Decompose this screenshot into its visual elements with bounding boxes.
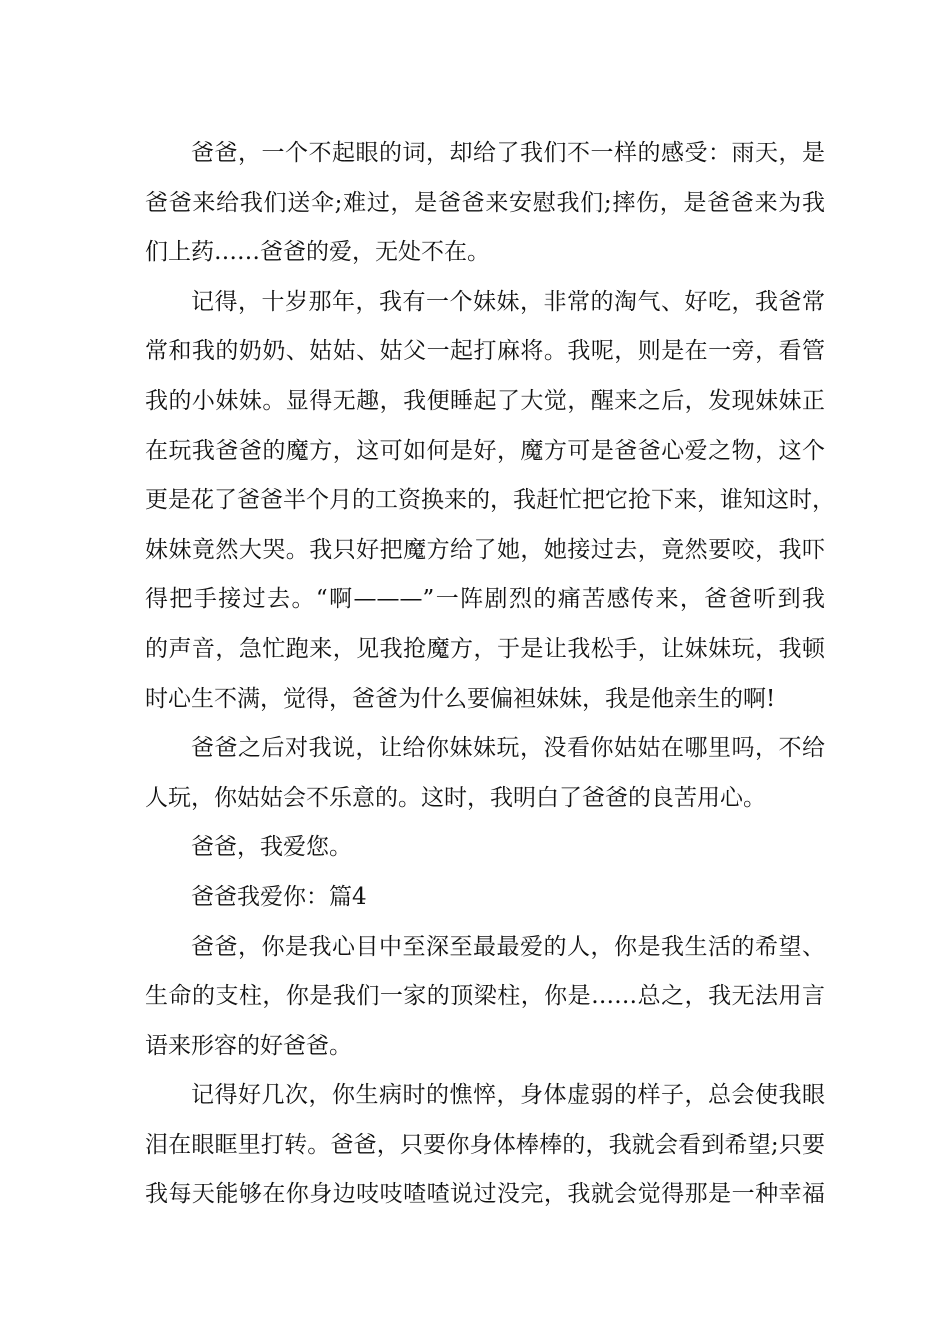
text-line: 语来形容的好爸爸。	[145, 1032, 352, 1059]
text-line: 爸爸，你是我心目中至深至最最爱的人，你是我生活的希望、	[191, 933, 825, 960]
text-line: 得把手接过去。“啊———”一阵剧烈的痛苦感传来，爸爸听到我	[145, 586, 825, 613]
text-line: 时心生不满，觉得，爸爸为什么要偏袒妹妹，我是他亲生的啊!	[145, 685, 776, 712]
text-line: 在玩我爸爸的魔方，这可如何是好，魔方可是爸爸心爱之物，这个	[145, 437, 825, 464]
text-line: 泪在眼眶里打转。爸爸，只要你身体棒棒的，我就会看到希望;只要	[145, 1131, 825, 1158]
text-line: 生命的支柱，你是我们一家的顶梁柱，你是……总之，我无法用言	[145, 983, 825, 1010]
text-line: 爸爸，一个不起眼的词，却给了我们不一样的感受：雨天，是	[191, 140, 825, 166]
text-line: 们上药……爸爸的爱，无处不在。	[145, 239, 490, 266]
text-line: 的声音，急忙跑来，见我抢魔方，于是让我松手，让妹妹玩，我顿	[145, 635, 825, 662]
text-line: 爸爸之后对我说，让给你妹妹玩，没看你姑姑在哪里吗，不给	[191, 735, 825, 762]
section-heading: 爸爸我爱你：篇4	[191, 883, 367, 910]
text-line: 记得好几次，你生病时的憔悴，身体虚弱的样子，总会使我眼	[191, 1082, 825, 1109]
text-line: 常和我的奶奶、姑姑、姑父一起打麻将。我呢，则是在一旁，看管	[145, 338, 825, 365]
text-line: 我每天能够在你身边吱吱喳喳说过没完，我就会觉得那是一种幸福	[145, 1181, 825, 1208]
text-line: 爸爸，我爱您。	[191, 834, 352, 861]
text-line: 更是花了爸爸半个月的工资换来的，我赶忙把它抢下来，谁知这时，	[145, 487, 835, 514]
text-line: 爸爸来给我们送伞;难过，是爸爸来安慰我们;摔伤，是爸爸来为我	[145, 189, 825, 216]
text-line: 人玩，你姑姑会不乐意的。这时，我明白了爸爸的良苦用心。	[145, 784, 766, 811]
text-line: 记得，十岁那年，我有一个妹妹，非常的淘气、好吃，我爸常	[191, 288, 825, 315]
text-line: 妹妹竟然大哭。我只好把魔方给了她，她接过去，竟然要咬，我吓	[145, 536, 825, 563]
document-body	[145, 129, 835, 1220]
text-line: 我的小妹妹。显得无趣，我便睡起了大觉，醒来之后，发现妹妹正	[145, 387, 825, 414]
